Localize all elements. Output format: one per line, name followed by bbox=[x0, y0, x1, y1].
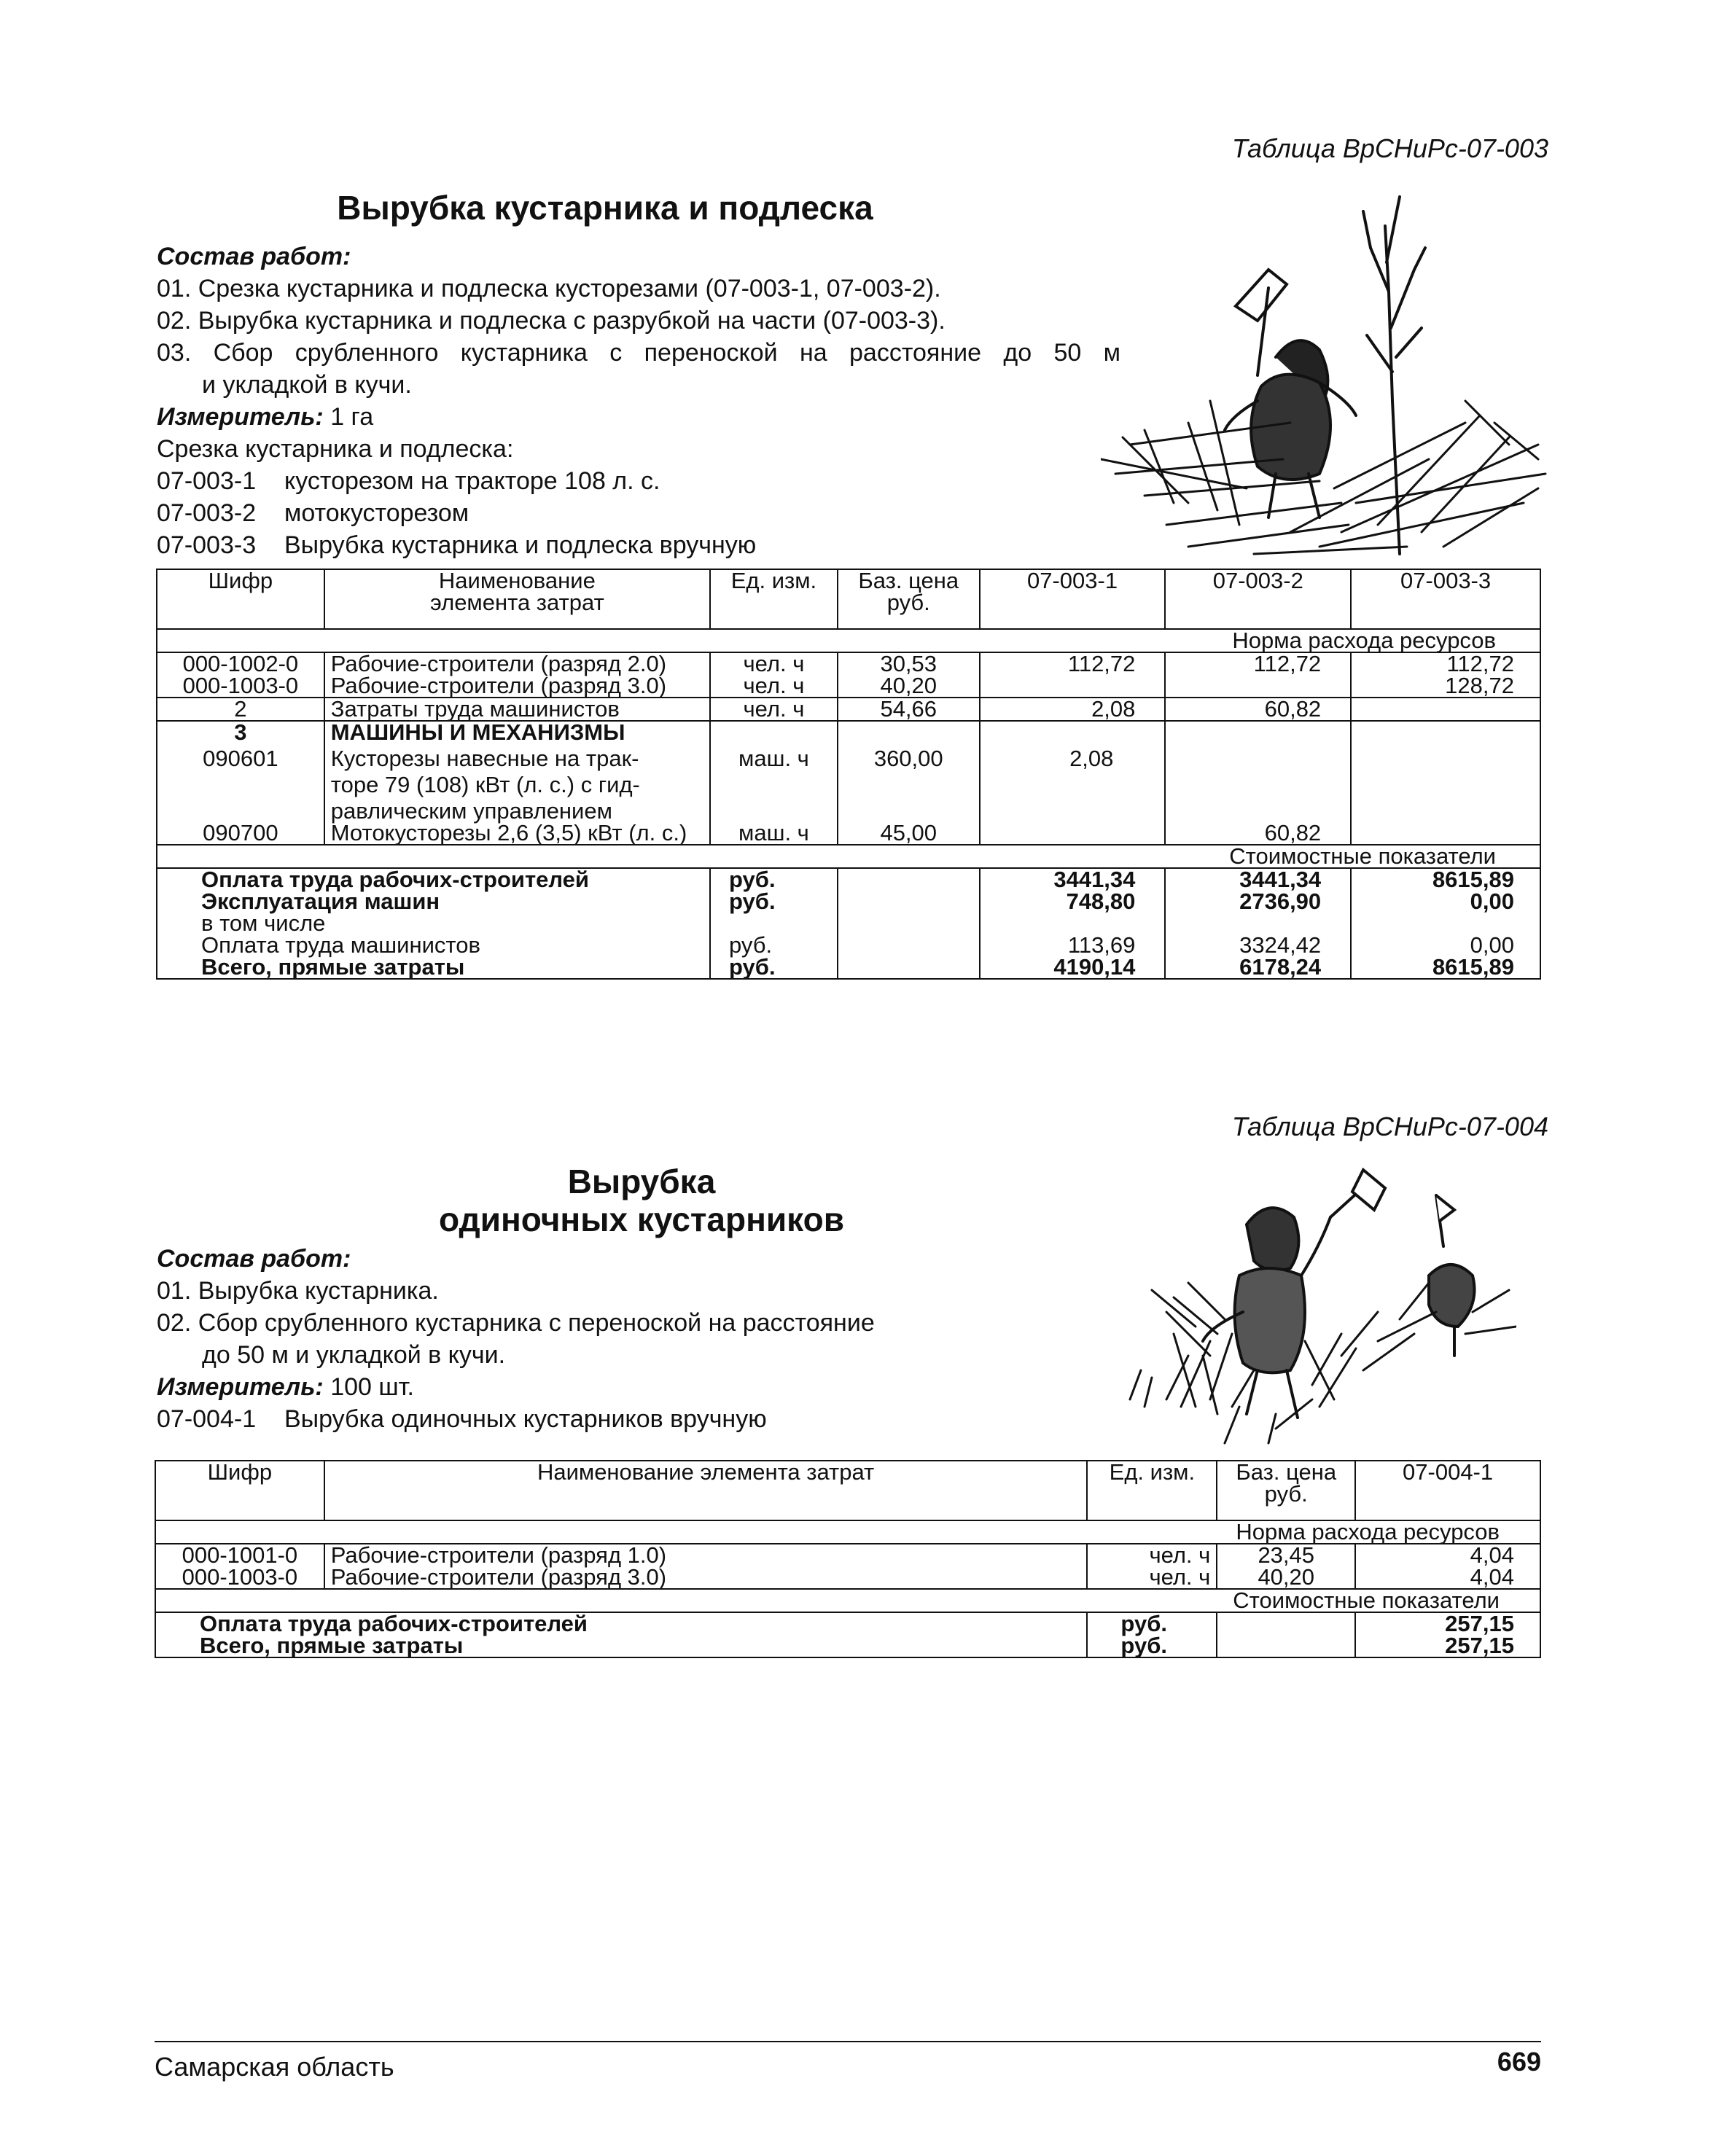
cost-value: 257,15 bbox=[1355, 1635, 1540, 1657]
cell-value bbox=[1165, 675, 1351, 698]
col-header-07-003-2: 07-003-2 bbox=[1165, 569, 1351, 629]
cost-row bbox=[157, 934, 1540, 956]
cell-price: 40,20 bbox=[1217, 1566, 1355, 1589]
work-item: 01. Вырубка кустарника. bbox=[157, 1277, 439, 1305]
col-header-07-004-1: 07-004-1 bbox=[1355, 1461, 1540, 1520]
cell-code: 000-1003-0 bbox=[155, 1566, 324, 1589]
cell-name: Рабочие-строители (разряд 3.0) bbox=[324, 1566, 1088, 1589]
cost-empty bbox=[1217, 1635, 1355, 1657]
cost-value: 8615,89 bbox=[1351, 956, 1540, 979]
table-row bbox=[157, 675, 1540, 698]
cost-unit: руб. bbox=[710, 868, 838, 891]
variant-line bbox=[157, 1403, 767, 1435]
cost-empty bbox=[838, 956, 980, 979]
cell-value: 128,72 bbox=[1351, 675, 1540, 698]
cost-value: 6178,24 bbox=[1165, 956, 1351, 979]
machines-title: МАШИНЫ И МЕХАНИЗМЫ bbox=[330, 719, 625, 745]
table-caption-07-003: Таблица ВрСНиРс-07-003 bbox=[1231, 133, 1548, 163]
variant-code: 07-003-3 bbox=[157, 531, 257, 559]
variant-code: 07-003-1 bbox=[157, 467, 257, 495]
cell-unit: чел. ч bbox=[1087, 1566, 1217, 1589]
work-item: 02. Вырубка кустарника и подлеска с разрубкой на части (07-003-3). bbox=[157, 307, 946, 335]
section-title-07-003: Вырубка кустарника и подлеска bbox=[337, 189, 873, 227]
footer-rule bbox=[155, 2041, 1541, 2042]
sub-heading: Срезка кустарника и подлеска: bbox=[157, 435, 514, 463]
cost-value bbox=[1351, 913, 1540, 934]
cell-value bbox=[980, 675, 1166, 698]
cost-value: 0,00 bbox=[1351, 934, 1540, 956]
cell-value bbox=[1351, 822, 1540, 845]
col-header-name: Наименование элемента затрат bbox=[324, 1461, 1088, 1520]
cost-empty bbox=[1217, 1612, 1355, 1635]
cell-price: 40,20 bbox=[838, 675, 980, 698]
izmeritel-value: 100 шт. bbox=[330, 1373, 414, 1401]
cost-unit bbox=[710, 913, 838, 934]
col-header-07-003-1: 07-003-1 bbox=[980, 569, 1166, 629]
cost-label-row bbox=[155, 1589, 1540, 1612]
cell-price: 23,45 bbox=[1217, 1544, 1355, 1566]
cost-row bbox=[157, 891, 1540, 913]
izmeritel-value: 1 га bbox=[330, 403, 374, 431]
work-item: 03. Сбор срубленного кустарника с переноской на расстояние до 50 м bbox=[157, 339, 1120, 367]
brush-cutting-illustration bbox=[1101, 182, 1553, 561]
cost-value bbox=[1165, 913, 1351, 934]
variant-text: Вырубка одиночных кустарников вручную bbox=[284, 1405, 767, 1433]
cell-value: 60,82 bbox=[1165, 822, 1351, 845]
cost-value: 8615,89 bbox=[1351, 868, 1540, 891]
resource-table-07-003 bbox=[156, 569, 1541, 980]
cost-value: 3324,42 bbox=[1165, 934, 1351, 956]
cell-unit: чел. ч bbox=[1087, 1544, 1217, 1566]
cost-value: 3441,34 bbox=[980, 868, 1166, 891]
cost-unit: руб. bbox=[1087, 1635, 1217, 1657]
col-header-unit: Ед. изм. bbox=[710, 569, 838, 629]
header-price-line: Баз. цена bbox=[1236, 1459, 1337, 1485]
cell-name: Рабочие-строители (разряд 2.0) bbox=[324, 652, 710, 675]
cost-label: Стоимостные показатели bbox=[157, 845, 1540, 868]
cost-name: Оплата труда машинистов bbox=[157, 934, 710, 956]
cell-value bbox=[980, 822, 1166, 845]
sostav-label: Состав работ: bbox=[157, 1245, 351, 1273]
col-header-code: Шифр bbox=[155, 1461, 324, 1520]
cell-code: 090700 bbox=[157, 822, 324, 845]
table-header-row bbox=[155, 1461, 1540, 1520]
cell-name bbox=[324, 721, 710, 822]
col-header-price bbox=[1217, 1461, 1355, 1520]
cost-value: 748,80 bbox=[980, 891, 1166, 913]
cost-row bbox=[157, 913, 1540, 934]
cost-label: Стоимостные показатели bbox=[155, 1589, 1540, 1612]
table-header-row bbox=[157, 569, 1540, 629]
cost-name: Оплата труда рабочих-строителей bbox=[155, 1612, 1087, 1635]
cell-value: 60,82 bbox=[1165, 698, 1351, 721]
cell-value bbox=[1351, 721, 1540, 822]
section-title-07-004 bbox=[350, 1163, 933, 1238]
norm-label: Норма расхода ресурсов bbox=[155, 1520, 1540, 1544]
cost-label-row bbox=[157, 845, 1540, 868]
col-header-code: Шифр bbox=[157, 569, 324, 629]
cell-value: 112,72 bbox=[1351, 652, 1540, 675]
cell-unit: чел. ч bbox=[710, 698, 838, 721]
resource-table-07-004 bbox=[155, 1460, 1541, 1658]
norm-label-row bbox=[157, 629, 1540, 652]
table-row bbox=[157, 652, 1540, 675]
cell-unit: маш. ч bbox=[710, 822, 838, 845]
machine-name-line: Кусторезы навесные на трак- bbox=[330, 746, 639, 771]
cost-row bbox=[155, 1635, 1540, 1657]
machines-group-row bbox=[157, 721, 1540, 822]
col-header-name bbox=[324, 569, 710, 629]
cell-value bbox=[1165, 721, 1351, 822]
work-item-cont: и укладкой в кучи. bbox=[202, 371, 412, 399]
cost-name: Оплата труда рабочих-строителей bbox=[157, 868, 710, 891]
norm-label-row bbox=[155, 1520, 1540, 1544]
cell-price: 30,53 bbox=[838, 652, 980, 675]
machine-name-line: торе 79 (108) кВт (л. с.) с гид- bbox=[330, 772, 640, 797]
machine-code: 090601 bbox=[203, 746, 278, 771]
cell-name: Рабочие-строители (разряд 1.0) bbox=[324, 1544, 1088, 1566]
footer-region: Самарская область bbox=[155, 2052, 394, 2082]
cell-code: 000-1003-0 bbox=[157, 675, 324, 698]
sostav-label: Состав работ: bbox=[157, 243, 351, 270]
variant-code: 07-003-2 bbox=[157, 499, 257, 527]
cell-value: 4,04 bbox=[1355, 1566, 1540, 1589]
col-header-price bbox=[838, 569, 980, 629]
title-line: одиночных кустарников bbox=[439, 1200, 844, 1238]
cell-code bbox=[157, 721, 324, 822]
cost-empty bbox=[838, 868, 980, 891]
variant-text: мотокусторезом bbox=[284, 499, 469, 527]
work-item: 01. Срезка кустарника и подлеска кусторезами (07-003-1, 07-003-2). bbox=[157, 275, 941, 302]
cell-unit: чел. ч bbox=[710, 675, 838, 698]
table-row bbox=[157, 822, 1540, 845]
work-item-cont: до 50 м и укладкой в кучи. bbox=[202, 1341, 506, 1369]
izmeritel bbox=[157, 401, 373, 433]
cost-name: Всего, прямые затраты bbox=[157, 956, 710, 979]
cell-price: 45,00 bbox=[838, 822, 980, 845]
cost-row bbox=[157, 956, 1540, 979]
bush-felling-illustration bbox=[1123, 1166, 1516, 1450]
cost-value: 4190,14 bbox=[980, 956, 1166, 979]
col-header-07-003-3: 07-003-3 bbox=[1351, 569, 1540, 629]
cell-code: 000-1002-0 bbox=[157, 652, 324, 675]
izmeritel bbox=[157, 1371, 414, 1403]
machine-name-line: равлическим управлением bbox=[330, 798, 612, 824]
variant-text: Вырубка кустарника и подлеска вручную bbox=[284, 531, 757, 559]
header-name-line: элемента затрат bbox=[429, 590, 604, 615]
cell-name: Рабочие-строители (разряд 3.0) bbox=[324, 675, 710, 698]
cell-unit: чел. ч bbox=[710, 652, 838, 675]
cost-value bbox=[980, 913, 1166, 934]
page-number: 669 bbox=[1497, 2047, 1541, 2077]
table-caption-07-004: Таблица ВрСНиРс-07-004 bbox=[1231, 1112, 1548, 1141]
cost-empty bbox=[838, 934, 980, 956]
cell-name: Затраты труда машинистов bbox=[324, 698, 710, 721]
cost-value: 2736,90 bbox=[1165, 891, 1351, 913]
cell-value: 2,08 bbox=[980, 721, 1166, 822]
cost-unit: руб. bbox=[1087, 1612, 1217, 1635]
machines-code: 3 bbox=[234, 719, 247, 745]
cell-price: 54,66 bbox=[838, 698, 980, 721]
cell-unit: маш. ч bbox=[710, 721, 838, 822]
header-price-line: Баз. цена bbox=[858, 568, 959, 593]
cost-value: 3441,34 bbox=[1165, 868, 1351, 891]
cost-value: 257,15 bbox=[1355, 1612, 1540, 1635]
header-name-line: Наименование bbox=[438, 568, 596, 593]
work-description-07-004 bbox=[157, 1243, 1177, 1440]
cost-unit: руб. bbox=[710, 891, 838, 913]
cost-name: Эксплуатация машин bbox=[157, 891, 710, 913]
izmeritel-label: Измеритель: bbox=[157, 403, 324, 431]
cell-code: 2 bbox=[157, 698, 324, 721]
cost-name: Всего, прямые затраты bbox=[155, 1635, 1087, 1657]
cost-unit: руб. bbox=[710, 934, 838, 956]
cell-price: 360,00 bbox=[838, 721, 980, 822]
cost-row bbox=[155, 1612, 1540, 1635]
cost-value: 0,00 bbox=[1351, 891, 1540, 913]
cost-unit: руб. bbox=[710, 956, 838, 979]
cell-value: 2,08 bbox=[980, 698, 1166, 721]
cost-empty bbox=[838, 891, 980, 913]
variant-line bbox=[157, 465, 660, 497]
cell-value bbox=[1351, 698, 1540, 721]
work-item: 02. Сбор срубленного кустарника с переноской на расстояние bbox=[157, 1309, 875, 1337]
cell-value: 4,04 bbox=[1355, 1544, 1540, 1566]
variant-line bbox=[157, 497, 469, 529]
cell-value: 112,72 bbox=[1165, 652, 1351, 675]
cost-empty bbox=[838, 913, 980, 934]
col-header-unit: Ед. изм. bbox=[1087, 1461, 1217, 1520]
cell-name: Мотокусторезы 2,6 (3,5) кВт (л. с.) bbox=[324, 822, 710, 845]
cost-name: в том числе bbox=[157, 913, 710, 934]
variant-line bbox=[157, 529, 756, 561]
header-price-line: руб. bbox=[886, 590, 930, 615]
table-row bbox=[155, 1566, 1540, 1589]
cost-row bbox=[157, 868, 1540, 891]
table-row bbox=[157, 698, 1540, 721]
work-description-07-003 bbox=[157, 241, 1177, 559]
variant-text: кусторезом на тракторе 108 л. с. bbox=[284, 467, 660, 495]
cell-code: 000-1001-0 bbox=[155, 1544, 324, 1566]
title-line: Вырубка bbox=[567, 1163, 716, 1200]
header-price-line: руб. bbox=[1264, 1481, 1308, 1507]
cost-value: 113,69 bbox=[980, 934, 1166, 956]
cell-value: 112,72 bbox=[980, 652, 1166, 675]
table-row bbox=[155, 1544, 1540, 1566]
norm-label: Норма расхода ресурсов bbox=[157, 629, 1540, 652]
izmeritel-label: Измеритель: bbox=[157, 1373, 324, 1401]
variant-code: 07-004-1 bbox=[157, 1405, 257, 1433]
